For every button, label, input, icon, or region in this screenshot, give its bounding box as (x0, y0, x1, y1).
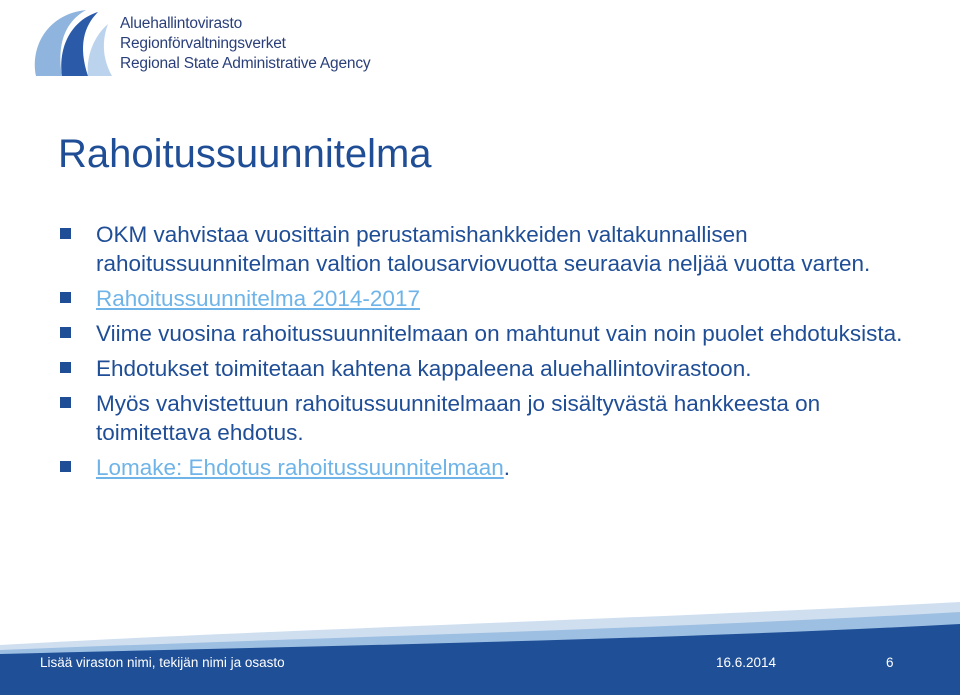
square-bullet-icon (60, 292, 71, 303)
logo-line-fi: Aluehallintovirasto (120, 15, 242, 32)
bullet-text: Myös vahvistettuun rahoitussuunnitelmaan jo sisältyvästä hankkeesta on toimitettava ehdotus. (96, 391, 821, 445)
link-suffix: . (503, 455, 511, 480)
logo-line-sv: Regionförvaltningsverket (120, 35, 286, 52)
bullet-item (60, 319, 920, 348)
footer-band (0, 590, 960, 695)
bullet-item (60, 354, 920, 383)
page-number: 6 (886, 655, 894, 670)
bullet-item (60, 453, 920, 482)
square-bullet-icon (60, 461, 71, 472)
lomake-link[interactable]: Lomake: Ehdotus rahoitussuunnitelmaan (96, 455, 504, 480)
slide-title: Rahoitussuunnitelma (58, 132, 432, 176)
square-bullet-icon (60, 327, 71, 338)
bullet-list (60, 220, 920, 488)
footer-organization-text: Lisää viraston nimi, tekijän nimi ja osasto (40, 655, 285, 670)
bullet-item (60, 220, 920, 278)
bullet-item (60, 284, 920, 313)
agency-logo (28, 6, 388, 81)
bullet-text: Ehdotukset toimitetaan kahtena kappaleena aluehallintovirastoon. (96, 356, 752, 381)
logo-text (120, 14, 370, 74)
bullet-text: OKM vahvistaa vuosittain perustamishankkeiden valtakunnallisen rahoitussuunnitelman valtion talousarviovuotta seuraavia neljää vuotta varten. (96, 222, 871, 276)
square-bullet-icon (60, 397, 71, 408)
bullet-item (60, 389, 920, 447)
footer-date: 16.6.2014 (716, 655, 777, 670)
square-bullet-icon (60, 362, 71, 373)
bullet-text: Viime vuosina rahoitussuunnitelmaan on mahtunut vain noin puolet ehdotuksista. (96, 321, 903, 346)
square-bullet-icon (60, 228, 71, 239)
logo-line-en: Regional State Administrative Agency (120, 55, 371, 72)
rahoitussuunnitelma-link[interactable]: Rahoitussuunnitelma 2014-2017 (96, 286, 420, 311)
agency-logo-mark (28, 6, 118, 81)
